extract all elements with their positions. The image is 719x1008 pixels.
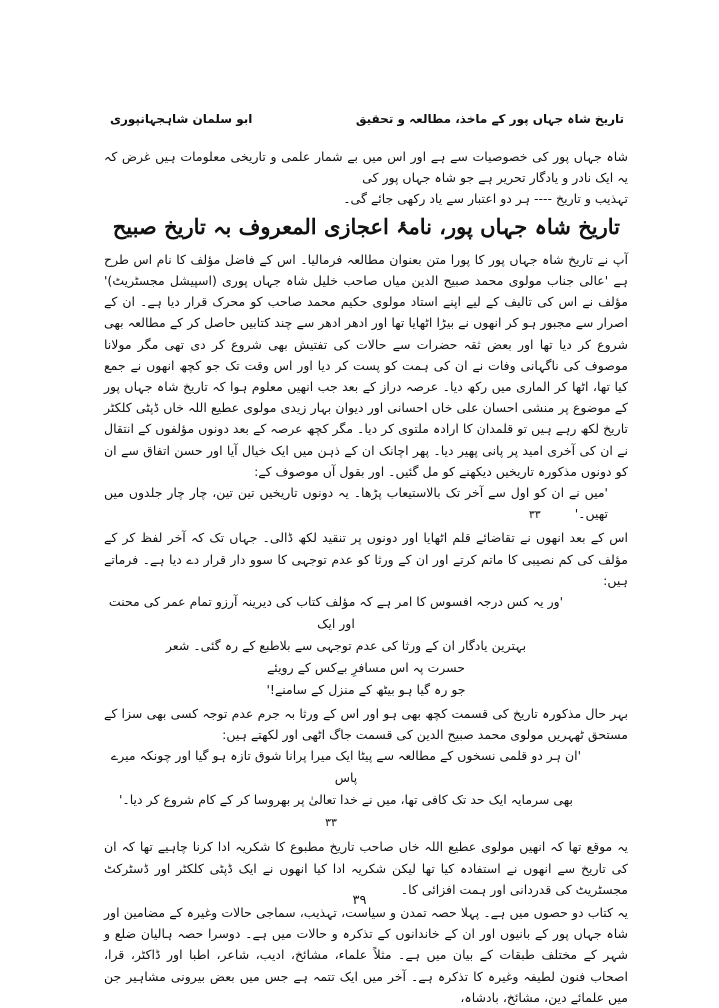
chapter-title: تاریخ شاہ جہاں پور، نامۂ اعجازی المعروف بہ تاریخ صبیح xyxy=(112,213,620,239)
verse-line: جو رہ گیا ہو بیٹھ کے منزل کے سامنے!' xyxy=(266,682,466,698)
verse-line: 'ور یہ کس درجہ افسوس کا امر ہے کہ مؤلف کتاب کی دیرینہ آرزو تمام عمر کی محنت اور ایک xyxy=(108,594,564,632)
quote-1-text: 'میں نے ان کو اول سے آخر تک بالاستیعاب پڑھا۔ یہ دونوں تاریخیں تین تین، چار چار جلدوں میں تھیں۔' xyxy=(104,485,608,522)
paragraph-1: آپ نے تاریخ شاہ جہاں پور کا پورا متن بعنوان مطالعہ فرمالیا۔ اس کے فاضل مؤلف کا نام اس طرح ہے 'عالی جناب مولوی محمد صبیح الدین میاں صاحب خلیل شاہ جہاں پوری (اسپیشل مجسٹریٹ)' مؤلف نے اس کی تالیف کے لیے اپنے استاد مولوی حکیم محمد صاحب کو محرک قرار دیا ہے۔ ان کے اصرار سے مجبور ہو کر انھوں نے بیڑا اٹھایا تھا اور ادھر ادھر سے چند کتابیں حاصل کر کے مطالعہ بھی شروع کر دیا تھا اور بعض ثقہ حضرات سے حالات کی تفتیش بھی شروع کر دی تھی مگر مولانا موصوف کی ناگہانی وفات نے ان کی ہمت کو پست کر دیا اور اس وقت تک جو کچھ انھوں نے جمع کیا تھا، اٹھا کر الماری میں رکھ دیا۔ عرصہ دراز کے بعد جب انھیں معلوم ہوا کہ تاریخ شاہ جہاں پور کے موضوع پر منشی احسان علی خاں احسانی اور دیوان بہار زیدی مولوی عطیع اللہ خاں ڈپٹی کلکٹر تاریخ لکھ رہے ہیں تو قلمدان کا ارادہ ملتوی کر دیا۔ مگر کچھ عرصہ کے بعد دونوں مؤلفوں کے انتقال نے ان کی آخری امید پر پانی پھیر دیا۔ پھر اچانک ان کے ذہن میں ایک خیال آیا اور حسن اتفاق سے ان کو دونوں مذکورہ تاریخیں دیکھنے کو مل گئیں۔ اور بقول آں موصوف کے: xyxy=(104,251,628,479)
verse-line: بہترین یادگار ان کے ورثا کی عدم توجہی سے بلاطبع کے رہ گئی۔ شعر xyxy=(165,638,527,654)
header-book-title: تاریخ شاہ جہاں پور کے ماخذ، مطالعہ و تحقیق xyxy=(355,112,624,126)
quote-1 xyxy=(104,482,628,525)
header-author: ابو سلمان شاہجہانپوری xyxy=(110,112,253,126)
paragraph-4: یہ موقع تھا کہ انھیں مولوی عطیع اللہ خاں صاحب تاریخ مطبوع کا شکریہ ادا کرنا چاہیے تھا کہ ان کی تاریخ سے انھوں نے استفادہ کیا تھا لیکن شکریہ ادا کیا انھوں نے ایک ڈپٹی کلکٹر اور ڈسٹرکٹ مجسٹریٹ کی قدردانی اور ہمت افزائی کا۔ xyxy=(104,839,628,897)
quote-2-text: بھی سرمایہ ایک حد تک کافی تھا، میں نے خدا تعالیٰ پر بھروسا کر کے کام شروع کر دیا۔' xyxy=(118,792,574,808)
quote-2-line: 'ان ہر دو قلمی نسخوں کے مطالعہ سے پیٹا ایک میرا پرانا شوق تازہ ہو گیا اور چونکہ میرے پاس xyxy=(110,748,582,786)
intro-line: شاہ جہاں پور کی خصوصیات سے ہے اور اس میں بے شمار علمی و تاریخی معلومات ہیں غرض کہ یہ ایک نادر و یادگار تحریر ہے جو شاہ جہاں پور کی xyxy=(104,149,628,186)
intro-line: تہذیب و تاریخ ---- ہر دو اعتبار سے یاد رکھی جائے گی۔ xyxy=(343,191,628,207)
page-number: ۳۹ xyxy=(352,893,367,908)
paragraph-2: اس کے بعد انھوں نے تقاضائے قلم اٹھایا اور دونوں پر تنقید لکھ ڈالی۔ جہاں تک کہ آخر لفظ کر کے مؤلف کی کم نصیبی کا ماتم کرتے اور ان کے ورثا کو عدم توجہی کا سوو دار قرار دے دیا ہے۔ فرماتے ہیں: xyxy=(104,530,628,588)
body-text xyxy=(104,146,628,1008)
verse-line: حسرت پہ اس مسافرِ بےکس کے رویئے xyxy=(266,660,466,676)
running-header xyxy=(110,108,624,130)
paragraph-3: بہر حال مذکورہ تاریخ کی قسمت کچھ بھی ہو اور اس کے ورثا بہ جرم عدم توجہ کسی بھی سزا کے مستحق ٹھہریں مولوی محمد صبیح الدین کی قسمت جاگ اٹھی اور لکھتے ہیں: xyxy=(104,706,628,743)
quote-2-line xyxy=(104,789,628,834)
paragraph-5: یہ کتاب دو حصوں میں ہے۔ پہلا حصہ تمدن و سیاست، تہذیب، سماجی حالات وغیرہ کے مضامین اور شاہ جہاں پور کے بانیوں اور ان کے خاندانوں کے تذکرہ و حالات میں ہے۔ دوسرا حصہ ہالیان ضلع و شہر کے مختلف طبقات کے بیان میں ہے۔ مثلاً علماء، مشائخ، ادیب، شاعر، اطبا اور ڈاکٹر، قرا، اصحاب فنون لطیفہ وغیرہ کا تذکرہ ہے۔ آخر میں ایک تتمہ ہے جس میں بعض بیرونی مشاہیر جن میں علمائے دین، مشائخ، بادشاہ، xyxy=(104,905,628,1005)
footnote-ref: ۳۳ xyxy=(325,816,337,830)
footnote-ref: ۳۳ xyxy=(528,508,541,522)
